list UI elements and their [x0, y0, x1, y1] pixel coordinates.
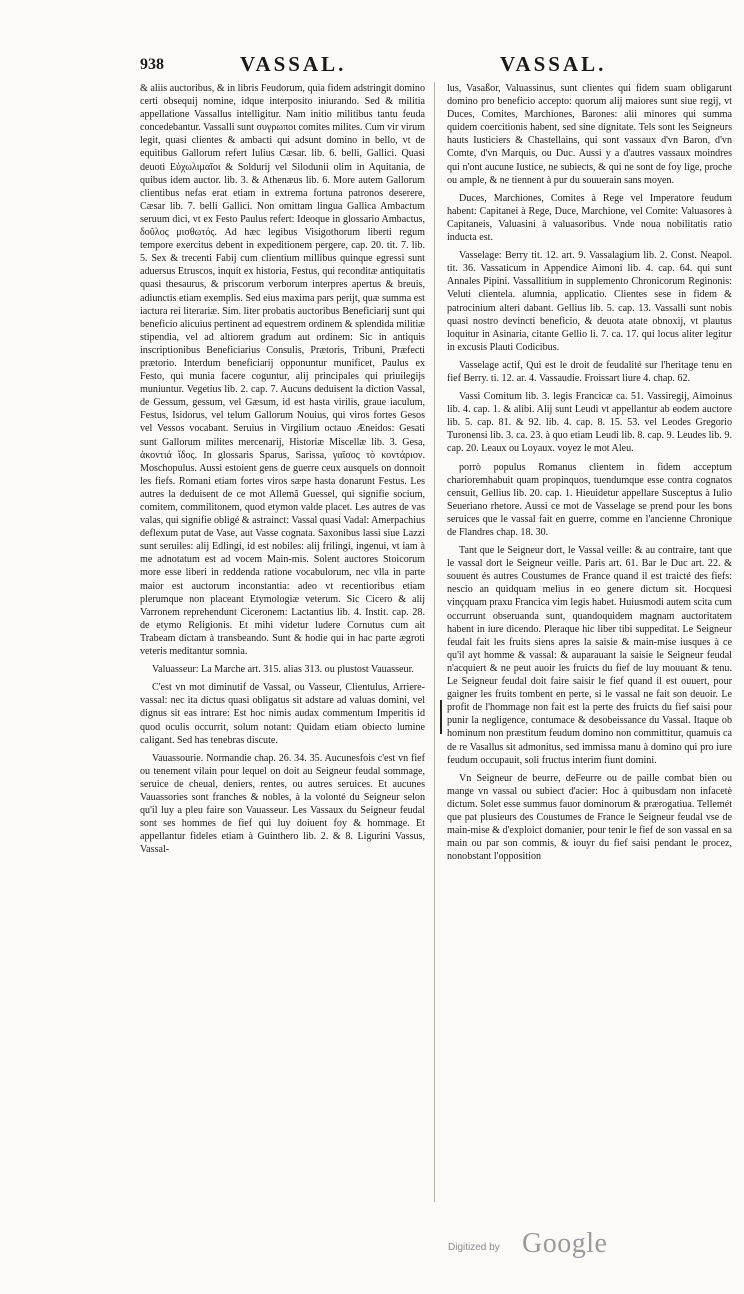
margin-mark — [440, 700, 442, 734]
right-paragraph: Vassi Comitum lib. 3. legis Francicæ ca. 51. Vassiregij, Aimoinus lib. 4. cap. 1. & alibi. Alij sunt Leudi vt appellantur ab eodem auctore lib. 5. cap. 81. & 92. lib. 4. cap. 8. 15. 53. vel Leodes Gregorio Turonensi lib. 3. ca. 23. à quo etiam Leudi lib. 8. cap. 9. Leudes lib. 9. cap. 20. Leaux ou Loyaux. voyez le mot Aleu. — [447, 391, 732, 455]
left-paragraph: C'est vn mot diminutif de Vassal, ou Vasseur, Clientulus, Arriere-vassal: nec ita dictus quasi obligatus sit adstare ad valuas domini, vel dignus sit eas intrare: Est hoc nimis audax commentum Imperitis id quod oculis occurrit, solum notant: Quidam etiam obiecto lumine caligant. Sed has tenebras discute. — [140, 682, 425, 746]
left-column — [140, 82, 425, 1222]
right-paragraph: Vn Seigneur de beurre, deFeurre ou de paille combat bien ou mange vn vassal ou subiect d'acier: Hoc à quibusdam non infacetè dictum. Solet esse summus fauor dominorum & prærogatiua. Tellemét que pat plusieurs des Coustumes de France le Seigneur feudal vse de main-mise & d'exploict domanier, pour tenir le fief de son vassal en sa main ou par son commis, & iouyr du fief saisi pendant le procez, nonobstant l'opposition — [447, 772, 732, 863]
left-running-title: VASSAL. — [240, 52, 347, 76]
right-paragraph: Vasselage actif, Qui est le droit de feudalité sur l'heritage tenu en fief Berry. ti. 12. ar. 4. Vassaudie. Froissart liure 4. chap. 62. — [447, 359, 732, 384]
watermark-prefix: Digitized by — [448, 1242, 500, 1253]
running-header — [140, 52, 730, 82]
right-paragraph: Vasselage: Berry tit. 12. art. 9. Vassalagium lib. 2. Const. Neapol. tit. 36. Vassaticum in Appendice Aimoni lib. 4. cap. 64. qui sunt Annales Pipini. Vassallitium in supplemento Chronicorum Reginonis: Veluti clientela. alumnia, applicatio. Clientes sese in fidem & patrocinium alteri dabant. Gellius lib. 5. cap. 13. Vassalli sunt nobis quasi nostro devincti beneficio, & deuota atate obnoxij, vt plautus loquitur in Asinaria, citante Gellio li. 7. ca. 17. qui locus aliter legitur in excusis Plauti Codicibus. — [447, 250, 732, 353]
left-paragraph: & aliis auctoribus, & in libris Feudorum, quia fidem adstringit domino certi obsequij nomine, idque interposito iniurando. Sed & militia appellatione Vassallus intelligitur. Nam initio militibus tantu feuda concedebantur. Vassalli sunt συγρωποι comites milites. Cum vir virum legit, quasi clientes & ambacti qui adsunt domino in bello, vt de equitibus Gallorum refert Iulius Cæsar. lib. 6. belli, Gallici. Quasi deuoti Εὐχωλιμαῖοι & Soldurij vel Silodunii olim in Aquitania, de quibus idem auctor. lib. 3. & Athenæus lib. 6. More autem Gallorum clientibus nefas erat etiam in extrema fortuna patronos deserere, Cæsar lib. 7. belli Gallici. Non omittam lingua Gallica Ambactum seruum dici, vt ex Festo Paulus refert: Ideoque in glossario Ambactus, δοῦλος μισθωτός. Ad hæc legibus Visigothorum liberti regum tempore exercitus debent in expeditionem pergere, cap. 20. tit. 7. lib. 5. Sex & trecenti Fabij cum clientium millibus quinque egressi sunt aduersus Etruscos, inquit ex historia, Festus, qui reconditæ antiquitatis quasi thesaurus, & priscorum verborum interpres apertus & breuis, adiunctis etiam exemplis. Sed eius maxima pars perijt, quæ summa est iactura rei literariæ. Sim. liter probatis auctoribus Beneficiarij sunt qui beneficio alicuius pertinent ad equestrem ordinem & splendida militiæ stipendia, vel ad altiorem gradum aut ordinem: Sic in antiquis inscriptionibus Beneficiarius Consulis, Prætoris, Tribuni, Præfecti prætorio. Interdum beneficiarij opponuntur munificet, Paulus ex Festo, qui munia facere coguntur, alij principales qui priuilegijs muniuntur. Vegetius lib. 2. cap. 7. Aucuns deduisent la diction Vassal, de Gessum, gessum, vel Gæsum, id est hasta virilis, graue iaculum, Festus, Isidorus, vel telum Gallorum Nouius, qui viros fortes Gesos vel Vessos vocabant. Seruius in Virgilium octauo Æneidos: Gesati sunt Gallorum milites mercenarij, Historiæ Miscellæ lib. 3. Gesa, ἀκοντιά ἴδος. In glossaris Sparus, Sarissa, γαῖσος τὸ κοντάριον. Moschopulus. Aussi estoient gens de guerre ceux ausquels on donnoit les fiefs. Romani etiam fortes viros sæpe hasta donarunt Festus. Les autres la deduisent de ce mot Allemã Guessel, qui signifie socium, comitem, commilitonem, quod etymon valde placet. Les autres de vas valas, qui signifie obligé & astrainct: Vassal quasi Vadal: Amerpachius deflexum putat de Vase, aut Vasse cognata. Saxonibus lassi siue Lazzi sunt seruiles: alij Edlingi, id est nobiles: alij frilingi, ingenui, vt iam à me adnotatum est ad vocem Main-mis. Solent auctores Stoicorum more esse liberi in reddenda ratione vocabulorum, nec vlla in parte maior est auctorum inconstantia: adeo vt recentioribus etiam plerumque non placeant Etymologiæ veterum. Sic Cicero & alij Varronem reprehendunt Ciceronem: Lactantius lib. 4. Instit. cap. 28. de etymo Religionis. Et mihi videtur ludere Cornutus cum ait Trabeam dictam à transbeando. Sunt & hodie qui in hac parte ægroti veteris meditantur somnia. — [140, 83, 425, 658]
right-paragraph: lus, Vasaßor, Valuassinus, sunt clientes qui fidem suam obligarunt domino pro beneficio accepto: quorum alij maiores sunt siue regij, vt Duces, Comites, Marchiones, Barones: alii minores qui summa quidem coercitionis habent, sed sine dignitate. Tels sont les Seigneurs hauts Iusticiers & Chastellains, qui sont vassaux d'vn Baron, d'vn Comte, d'vn Marquis, ou Duc. Aussi y a d'autres vassaux moindres qui n'ont aucune Iustice, ne subiects, & qui ne sont de foy lige, proche ou ample, & ne tiennent à pur du souuerain sans moyen. — [447, 83, 732, 186]
column-divider — [434, 82, 435, 1202]
left-paragraph: Vauassourie. Normandie chap. 26. 34. 35. Aucunesfois c'est vn fief ou tenement vilain pour lequel on doit au Seigneur feudal sommage, seruice de cheual, deniers, rentes, ou autres seruices. Et aucunes Vauassories sont franches & nobles, à la volonté du Seigneur selon qu'il luy a pleu faire son Vauasseur. Les Vassaux du Seigneur feudal sont ses hommes de fief qui luy doiuent foy & hommage. Et appellantur fideles etiam à Guinthero lib. 2. & 8. Ligurini Vassus, Vassal- — [140, 752, 425, 856]
right-paragraph: Duces, Marchiones, Comites à Rege vel Imperatore feudum habent: Capitanei à Rege, Duce, Marchione, vel Comite: Valuasores à Capitaneis, Valuasini à valuasoribus. Vnde noua nobilitatis ratio inducta est. — [447, 192, 732, 244]
right-column — [447, 82, 732, 1222]
right-paragraph: Tant que le Seigneur dort, le Vassal veille: & au contraire, tant que le vassal dort le Seigneur veille. Paris art. 61. Bar le Duc art. 22. & souuent és autres Coustumes de France quand il est traicté des fiefs: nescio an quidquam melius in eo genere dictum sit. Hocquesi vinçquam praxu Francica vim legis habet. Huiusmodi autem scita cum occurrunt obseruanda sunt, quandoquidem magnam auctoritatem habent in iure dicendo. Pleraque hic liber tibi suppeditat. Le Seigneur feudal fait les fruits siens apres la saisie & main-mise iusques à ce qu'il ayt homme & vassal: & auparauant la saisie le Seigneur feudal n'acquiert & ne peut auoir les fruicts du fief de luy mouuant & tenu. Le Seigneur feudal doit faire saisir le fief quand il est ouuert, pour gaigner les fruits tombent en perte, si le vassal ne fait son deuoir. Le profit de l'hommage non fait est la perte des fruicts du fief saisi pour punir la negligence, contumace & desobeissance du Vassal. Itaque ob hominum non præstitum feudum domino non committitur, quamuis ca de re Vasallus sit admonitus, sed immissa manu à domino qui pro iure feudum occupauit, soli fructus interim fiunt domini. — [447, 545, 732, 766]
right-paragraph: porrò populus Romanus clientem in fidem acceptum charioremhabuit quam propinquos, tuendumque esse contra cognatos censuit, Gellius lib. 20. cap. 1. Hieuidetur appellare Susceptus à Iulio Seueriano rhetore. Aussi ce mot de Vasselage se prend pour les bons seruices que le vassal fait en guerre, comme en l'ancienne Chronique de Flandres chap. 18. 30. — [447, 461, 732, 538]
left-paragraph: Valuasseur: La Marche art. 315. alias 313. ou plustost Vauasseur. — [152, 664, 414, 676]
page-number: 938 — [140, 56, 164, 73]
digitization-watermark — [448, 1230, 648, 1266]
google-logo: Google — [522, 1228, 608, 1259]
right-running-title: VASSAL. — [500, 52, 607, 76]
